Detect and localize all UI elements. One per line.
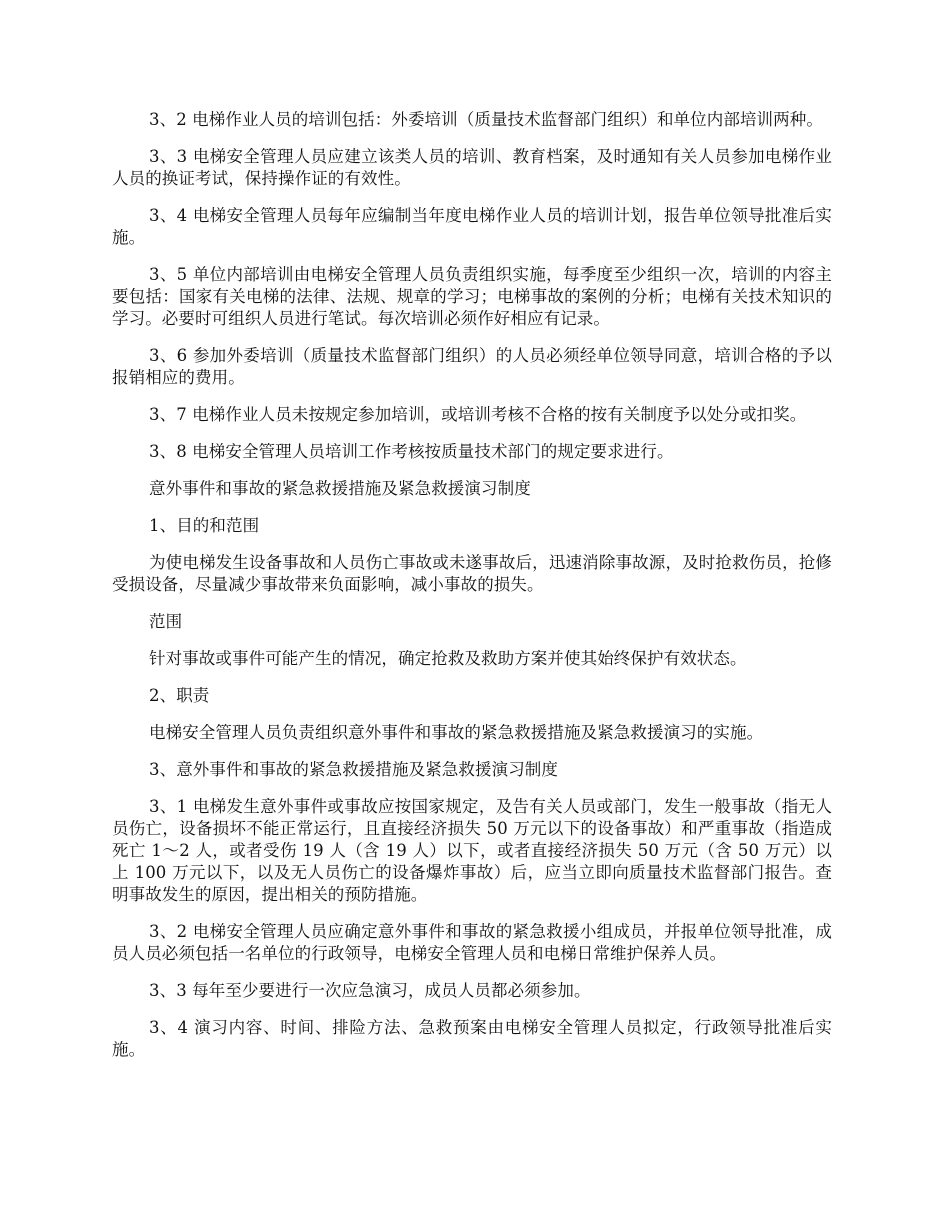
paragraph-purpose: 为使电梯发生设备事故和人员伤亡事故或未遂事故后，迅速消除事故源，及时抢救伤员，抢修受损设备，尽量减少事故带来负面影响，减小事故的损失。 (112, 553, 832, 594)
section-heading-emergency-rescue: 意外事件和事故的紧急救援措施及紧急救援演习制度 (149, 479, 531, 498)
paragraph-responsibilities: 电梯安全管理人员负责组织意外事件和事故的紧急救援措施及紧急救援演习的实施。 (149, 723, 764, 742)
paragraph-rescue-team: 3、2 电梯安全管理人员应确定意外事件和事故的紧急救援小组成员，并报单位领导批准，成员人员必须包括一名单位的行政领导，电梯安全管理人员和电梯日常维护保养人员。 (112, 922, 832, 963)
paragraph-scope: 针对事故或事件可能产生的情况，确定抢救及救助方案并使其始终保护有效状态。 (149, 649, 747, 668)
paragraph-annual-training-plan: 3、4 电梯安全管理人员每年应编制当年度电梯作业人员的培训计划，报告单位领导批准后实施。 (112, 206, 832, 247)
paragraph-training-types: 3、2 电梯作业人员的培训包括：外委培训（质量技术监督部门组织）和单位内部培训两种。 (149, 110, 823, 129)
paragraph-annual-drill: 3、3 每年至少要进行一次应急演习，成员人员都必须参加。 (149, 981, 591, 1000)
paragraph-accident-reporting: 3、1 电梯发生意外事件或事故应按国家规定，及告有关人员或部门，发生一般事故（指无人员伤亡，设备损坏不能正常运行，且直接经济损失 50 万元以下的设备事故）和严重事故（指造成死亡 1～2 人，或者受伤 19 人（含 19 人）以下，或者直接经济损失 50 万元（含 50 万元）以上 100 万元以下，以及无人员伤亡的设备爆炸事故）后，应当立即向质量技术监督部门报告。查明事故发生的原因，提出相关的预防措施。 (112, 797, 832, 904)
paragraph-training-records: 3、3 电梯安全管理人员应建立该类人员的培训、教育档案，及时通知有关人员参加电梯作业人员的换证考试，保持操作证的有效性。 (112, 147, 832, 188)
subheading-scope: 范围 (149, 612, 183, 631)
section-heading-emergency-system: 3、意外事件和事故的紧急救援措施及紧急救援演习制度 (149, 760, 558, 779)
paragraph-training-penalty: 3、7 电梯作业人员未按规定参加培训，或培训考核不合格的按有关制度予以处分或扣奖。 (149, 405, 807, 424)
section-heading-responsibilities: 2、职责 (149, 686, 210, 705)
paragraph-drill-plan: 3、4 演习内容、时间、排险方法、急救预案由电梯安全管理人员拟定，行政领导批准后实施。 (112, 1018, 832, 1059)
paragraph-external-training: 3、6 参加外委培训（质量技术监督部门组织）的人员必须经单位领导同意，培训合格的予以报销相应的费用。 (112, 346, 832, 387)
paragraph-internal-training: 3、5 单位内部培训由电梯安全管理人员负责组织实施，每季度至少组织一次，培训的内容主要包括：国家有关电梯的法律、法规、规章的学习；电梯事故的案例的分析；电梯有关技术知识的学习。必要时可组织人员进行笔试。每次培训必须作好相应有记录。 (112, 265, 832, 328)
document-body (112, 109, 832, 1076)
section-heading-purpose-scope: 1、目的和范围 (149, 516, 260, 535)
paragraph-training-assessment: 3、8 电梯安全管理人员培训工作考核按质量技术部门的规定要求进行。 (149, 442, 674, 461)
